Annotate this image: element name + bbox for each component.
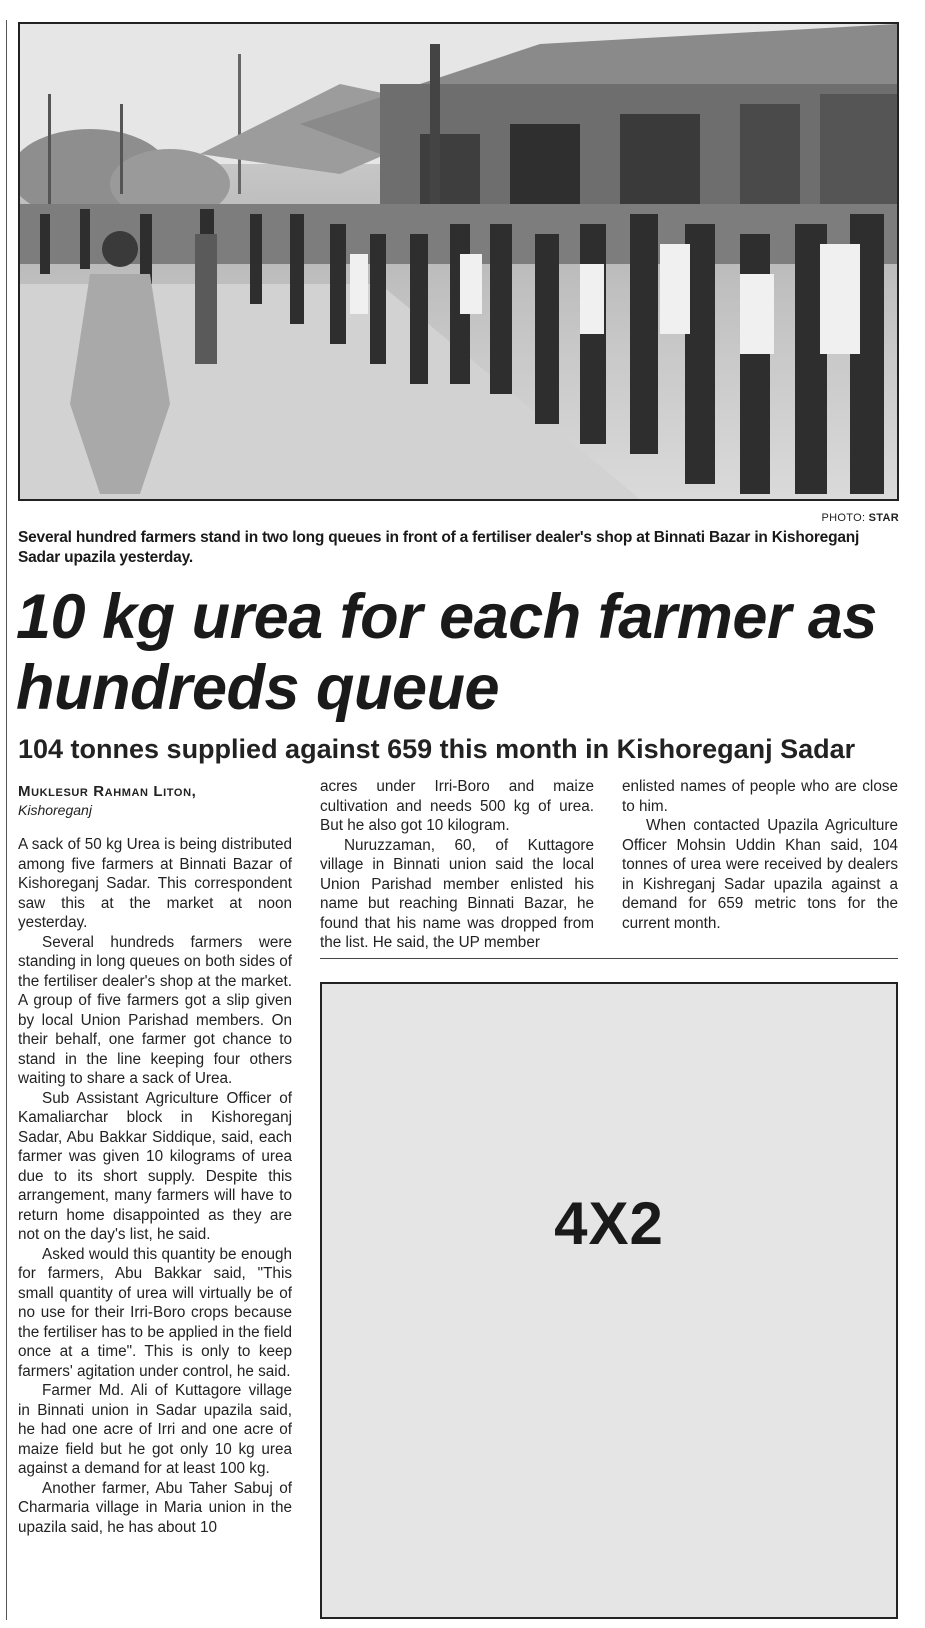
column-divider-rule [320, 958, 898, 959]
paragraph: A sack of 50 kg Urea is being distributed among five farmers at Binnati Bazar of Kishoreganj Sadar. This correspondent saw this at the market at noon yesterday. [18, 836, 292, 931]
photo-crowd-queue-icon [20, 24, 897, 499]
byline-author: Muklesur Rahman Liton, [18, 783, 197, 800]
article-column-3 [622, 777, 898, 933]
article-column-2 [320, 777, 594, 953]
paragraph: Another farmer, Abu Taher Sabuj of Charmaria village in Maria union in the upazila said, he has about 10 [18, 1479, 292, 1536]
paragraph: Sub Assistant Agriculture Officer of Kamaliarchar block in Kishoreganj Sadar, Abu Bakkar Siddique, said, each farmer was given 10 kilograms of urea due to its short supply. Despite this arrangement, many farmers will have to return home disappointed as they are not on the day's list, he said. [18, 1089, 292, 1243]
paragraph: Several hundreds farmers were standing in long queues on both sides of the fertiliser dealer's shop at the market. A group of five farmers got a slip given by local Union Parishad members. On their behalf, one farmer got chance to stand in the line keeping four others waiting to share a sack of Urea. [18, 933, 292, 1087]
paragraph: Asked would this quantity be enough for farmers, Abu Bakkar said, "This small quantity of urea will virtually be of no use for their Irri-Boro crops because the fertiliser has to be applied in the field once at a time". This is only to keep farmers' agitation under control, he said. [18, 1245, 292, 1380]
ad-placeholder [320, 982, 898, 1619]
photo-credit-prefix: PHOTO: [821, 512, 869, 524]
page-left-rule [6, 20, 7, 1620]
photo-credit-source: STAR [868, 512, 899, 524]
photo-caption: Several hundred farmers stand in two long queues in front of a fertiliser dealer's shop at Binnati Bazar in Kishoreganj Sadar upazila yesterday. [18, 529, 860, 566]
paragraph: acres under Irri-Boro and maize cultivation and needs 500 kg of urea. But he also got 10 kilogram. [320, 778, 594, 834]
news-photo [18, 22, 899, 501]
article-column-1 [18, 782, 292, 1537]
paragraph: When contacted Upazila Agriculture Officer Mohsin Uddin Khan said, 104 tonnes of urea were received by dealers in Kishreganj Sadar upazila against a demand for 659 metric tons for the current month. [622, 817, 898, 932]
photo-credit [822, 512, 899, 524]
paragraph: Farmer Md. Ali of Kuttagore village in Binnati union in Sadar upazila said, he had one acre of Irri and one acre of maize field but he got only 10 kg urea against a demand for at least 100 kg. [18, 1382, 292, 1477]
subheadline: 104 tonnes supplied against 659 this month in Kishoreganj Sadar [18, 734, 856, 764]
ad-size-label: 4X2 [554, 1190, 664, 1257]
paragraph: Nuruzzaman, 60, of Kuttagore village in Binnati union said the local Union Parishad member enlisted his name but reaching Binnati Bazar, he found that his name was dropped from the list. He said, the UP member [320, 836, 594, 951]
paragraph: enlisted names of people who are close to him. [622, 778, 898, 815]
byline-location: Kishoreganj [18, 802, 92, 818]
headline: 10 kg urea for each farmer as hundreds queue [16, 582, 877, 723]
